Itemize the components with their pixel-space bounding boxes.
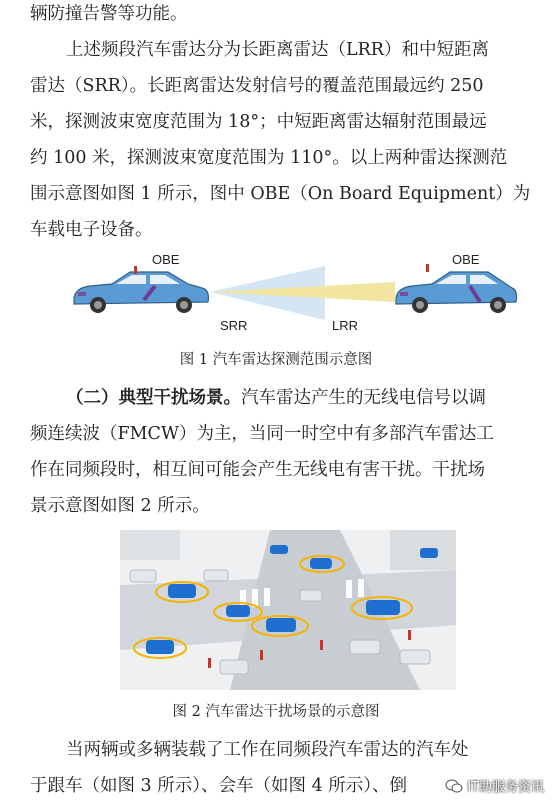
- text-line: 于跟车（如图 3 所示）、会车（如图 4 所示）、倒: [30, 776, 408, 796]
- obe-label-right: OBE: [452, 252, 480, 267]
- obe-label-left: OBE: [152, 252, 180, 267]
- text-line: 辆防撞告警等功能。: [30, 4, 188, 24]
- text-line: 围示意图如图 1 所示，图中 OBE（On Board Equipment）为: [30, 184, 531, 204]
- section-heading: （二）典型干扰场景。: [66, 388, 241, 408]
- text-line: 车载电子设备。: [30, 220, 153, 240]
- srr-label: SRR: [220, 318, 248, 333]
- wechat-icon: [445, 777, 463, 795]
- text-line: 约 100 米，探测波束宽度范围为 110°。以上两种雷达探测范: [30, 148, 508, 168]
- text-line: [66, 386, 530, 410]
- text-span: 汽车雷达产生的无线电信号以调: [241, 388, 486, 408]
- text-line: 当两辆或多辆装载了工作在同频段汽车雷达的汽车处: [66, 740, 469, 760]
- figure-caption: 图 1 汽车雷达探测范围示意图: [179, 352, 373, 368]
- watermark-text: IT助服务资讯: [467, 780, 544, 795]
- left-car: [74, 266, 208, 313]
- radar-range-figure: [60, 250, 520, 340]
- text-line: 频连续波（FMCW）为主，当同一时空中有多部汽车雷达工: [30, 424, 494, 444]
- text-line: 米，探测波束宽度范围为 18°；中短距离雷达辐射范围最远: [30, 112, 487, 132]
- watermark: [445, 776, 544, 795]
- text-line: 景示意图如图 2 所示。: [30, 496, 210, 516]
- figure-caption: 图 2 汽车雷达干扰场景的示意图: [172, 704, 380, 720]
- lrr-label: LRR: [332, 318, 359, 333]
- right-car: [396, 264, 517, 313]
- text-line: 雷达（SRR）。长距离雷达发射信号的覆盖范围最远约 250: [30, 76, 484, 96]
- text-line: 上述频段汽车雷达分为长距离雷达（LRR）和中短距离: [66, 40, 489, 60]
- text-line: 作在同频段时，相互间可能会产生无线电有害干扰。干扰场: [30, 460, 485, 480]
- interference-scene-figure: [120, 530, 456, 690]
